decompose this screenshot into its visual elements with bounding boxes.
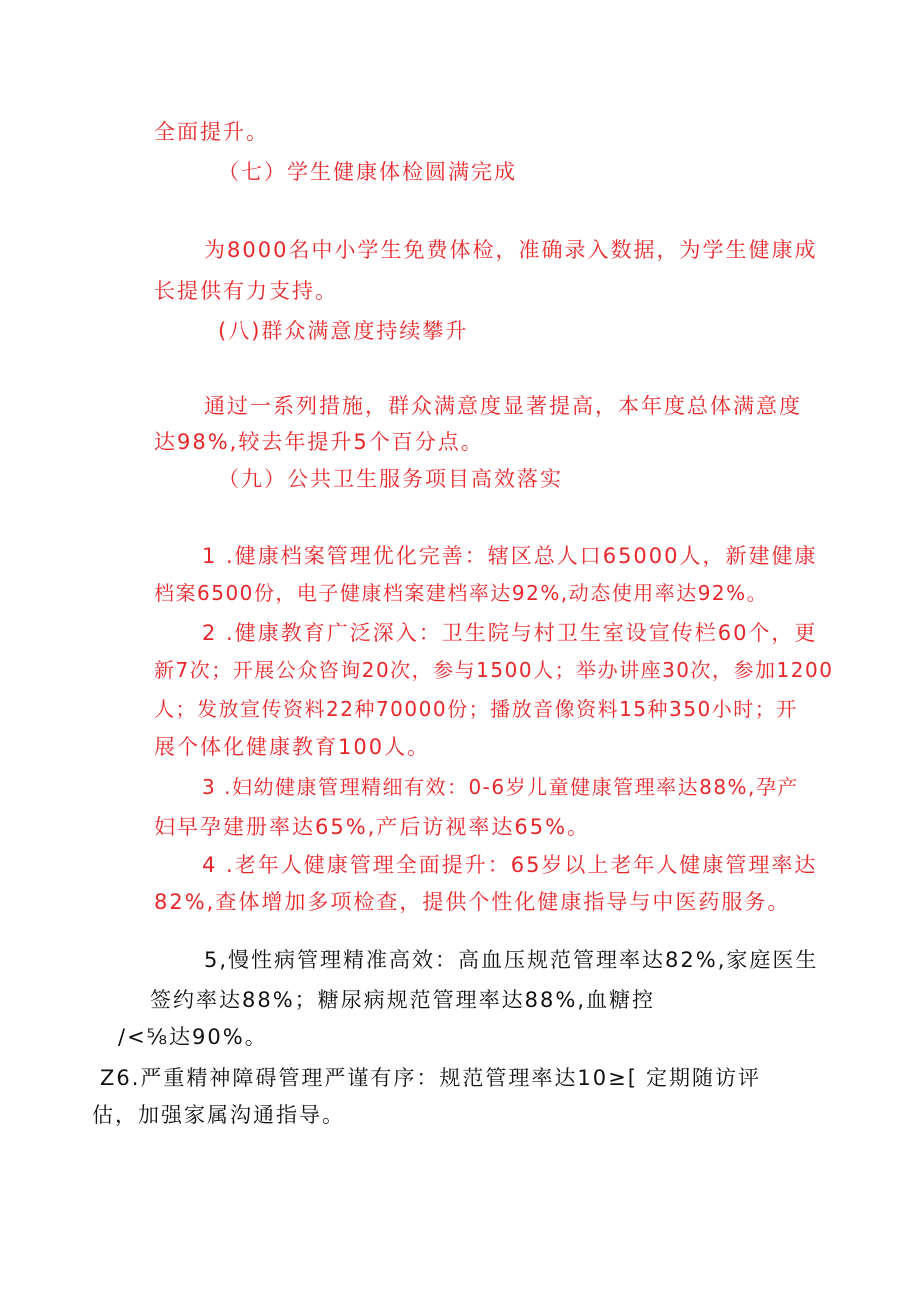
list-item-line: 估，加强家属沟通指导。 (92, 1103, 345, 1127)
list-item-line: Z6.严重精神障碍管理严谨有序：规范管理率达10≥[ (100, 1066, 638, 1090)
list-item-line: 签约率达88%；糖尿病规范管理率达88%,血糖控 (150, 988, 656, 1012)
paragraph-line: 达98%,较去年提升5个百分点。 (154, 430, 484, 454)
list-item-line: 妇早孕建册率达65%,产后访视率达65%。 (154, 815, 591, 839)
list-item-line: 2 .健康教育广泛深入：卫生院与村卫生室设宣传栏60个，更 (202, 621, 818, 645)
list-item-line: 5,慢性病管理精准高效：高血压规范管理率达82%,家庭医生 (204, 948, 819, 972)
paragraph-line: 全面提升。 (154, 120, 269, 144)
list-item-line: 4 .老年人健康管理全面提升：65岁以上老年人健康管理率达 (202, 853, 818, 877)
list-item-line: 新7次；开展公众咨询20次，参与1500人；举办讲座30次，参加1200 (154, 658, 834, 682)
list-item-line: 档案6500份，电子健康档案建档率达92%,动态使用率达92%。 (154, 581, 769, 605)
paragraph-line: 通过一系列措施，群众满意度显著提高，本年度总体满意度 (204, 394, 802, 418)
section-heading-9: （九）公共卫生服务项目高效落实 (218, 467, 563, 491)
list-item-line: 82%,查体增加多项检查，提供个性化健康指导与中医药服务。 (154, 890, 791, 914)
section-heading-8: (八)群众满意度持续攀升 (218, 319, 469, 343)
section-heading-7: （七）学生健康体检圆满完成 (218, 160, 517, 184)
paragraph-line: 为8000名中小学生免费体检，准确录入数据，为学生健康成 (204, 238, 818, 262)
list-item-line: /<⅝达90%。 (118, 1025, 268, 1049)
list-item-line: 定期随访评 (646, 1066, 761, 1090)
list-item-line: 3 .妇幼健康管理精细有效：0-6岁儿童健康管理率达88%,孕产 (202, 775, 799, 799)
list-item-line: 1 .健康档案管理优化完善：辖区总人口65000人，新建健康 (202, 544, 818, 568)
paragraph-line: 长提供有力支持。 (154, 279, 338, 303)
list-item-line: 展个体化健康教育100人。 (154, 735, 431, 759)
list-item-line: 人；发放宣传资料22种70000份；播放音像资料15种350小时；开 (154, 697, 798, 721)
